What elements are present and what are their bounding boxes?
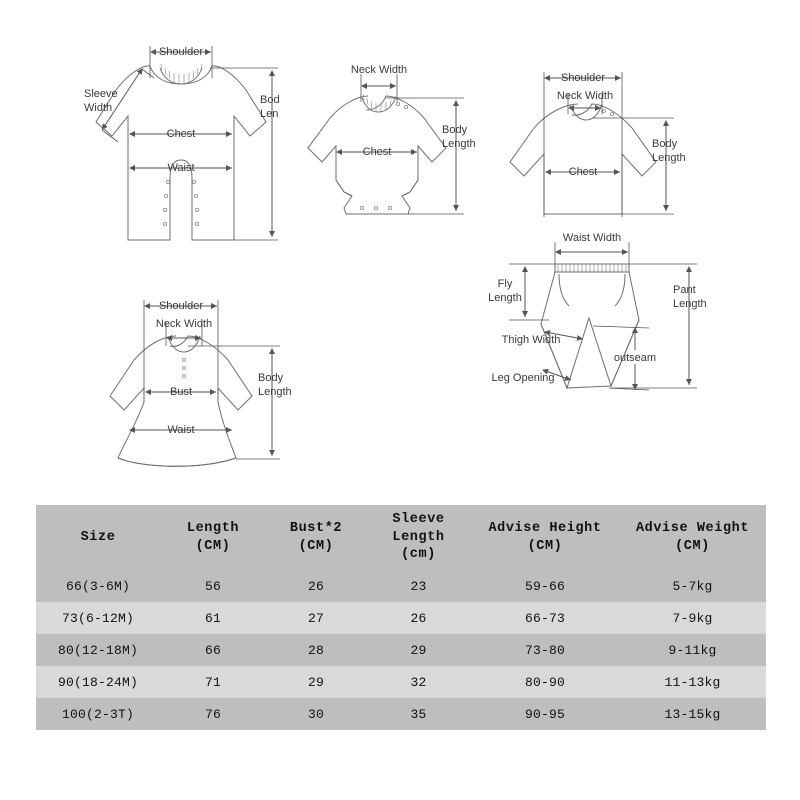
size-table-container — [36, 505, 766, 730]
pants-pant-length-label-line1: Pant — [673, 283, 696, 296]
romper-outline — [96, 64, 266, 240]
column-header-advise-weight — [619, 505, 766, 570]
column-header-bust — [266, 505, 366, 570]
romper-waist-label: Waist — [167, 161, 195, 174]
top-shoulder-label: Shoulder — [560, 71, 606, 84]
bodysuit-diagram — [300, 52, 505, 237]
header-line-1: Length — [186, 520, 240, 536]
cell-size: 100(2-3T) — [36, 698, 160, 730]
cell-size: 73(6-12M) — [36, 602, 160, 634]
cell-height: 80-90 — [471, 666, 619, 698]
top-diagram — [508, 52, 723, 242]
pants-outline — [541, 264, 639, 388]
pants-thigh-width-label: Thigh Width — [501, 333, 561, 346]
header-line-1: Advise Weight — [635, 520, 750, 536]
dress-bust-label: Bust — [169, 385, 193, 398]
cell-height: 66-73 — [471, 602, 619, 634]
header-line-3: (cm) — [401, 547, 436, 563]
pants-pant-length-label-line2: Length — [673, 297, 707, 310]
bodysuit-chest-label: Chest — [362, 145, 392, 158]
dress-body-length-label-line1: Body — [258, 371, 284, 384]
cell-height: 90-95 — [471, 698, 619, 730]
cell-length: 56 — [160, 570, 266, 602]
dress-shoulder-label: Shoulder — [158, 299, 204, 312]
cell-length: 61 — [160, 602, 266, 634]
table-row — [36, 634, 766, 666]
dress-neck-width-label: Neck Width — [155, 317, 213, 330]
table-header-row — [36, 505, 766, 570]
header-line-2: Length — [392, 529, 445, 545]
header-line-1: Sleeve — [392, 511, 445, 527]
table-row — [36, 698, 766, 730]
size-table-body — [36, 570, 766, 730]
cell-length: 71 — [160, 666, 266, 698]
column-header-size — [36, 505, 160, 570]
romper-diagram — [78, 38, 293, 270]
cell-weight: 5-7kg — [619, 570, 766, 602]
top-body-length-label-line1: Body — [652, 137, 678, 150]
pants-waist-width-dimension — [555, 232, 629, 268]
cell-weight: 13-15kg — [619, 698, 766, 730]
pants-fly-length-label-line1: Fly — [497, 277, 513, 290]
top-neck-width-label: Neck Width — [556, 89, 614, 102]
cell-size: 66(3-6M) — [36, 570, 160, 602]
cell-sleeve: 26 — [366, 602, 471, 634]
cell-sleeve: 35 — [366, 698, 471, 730]
cell-sleeve: 23 — [366, 570, 471, 602]
cell-height: 59-66 — [471, 570, 619, 602]
cell-weight: 7-9kg — [619, 602, 766, 634]
table-row — [36, 570, 766, 602]
cell-sleeve: 29 — [366, 634, 471, 666]
top-chest-label: Chest — [568, 165, 598, 178]
header-line-2: (CM) — [527, 538, 563, 554]
romper-shoulder-dimension — [150, 46, 212, 78]
bodysuit-body-length-label-line1: Body — [442, 123, 468, 136]
cell-bust: 30 — [266, 698, 366, 730]
pants-fly-length-label-line2: Length — [488, 291, 522, 304]
size-table — [36, 505, 766, 730]
cell-weight: 9-11kg — [619, 634, 766, 666]
size-table-head — [36, 505, 766, 570]
romper-body-length-label-line2: Len — [260, 107, 279, 120]
column-header-length — [160, 505, 266, 570]
header-line-2: (CM) — [675, 538, 710, 554]
column-header-sleeve-length — [366, 505, 471, 570]
cell-length: 66 — [160, 634, 266, 666]
cell-weight: 11-13kg — [619, 666, 766, 698]
romper-shoulder-label: Shoulder — [158, 45, 204, 58]
pants-outseam-label: outseam — [613, 351, 657, 364]
romper-sleeve-width-label-line1: Sleeve — [84, 87, 118, 100]
header-line-1: Bust*2 — [289, 520, 343, 536]
top-outline — [510, 104, 656, 214]
cell-length: 76 — [160, 698, 266, 730]
romper-body-length-label-line1: Bod — [260, 93, 280, 106]
header-line-2: (CM) — [298, 538, 334, 554]
bodysuit-body-length-label-line2: Length — [442, 137, 476, 150]
cell-bust: 29 — [266, 666, 366, 698]
bodysuit-neck-width-dimension — [351, 64, 407, 102]
header-line-1: Size — [80, 529, 116, 545]
pants-leg-opening-label: Leg Opening — [491, 371, 555, 384]
pants-waist-width-label: Waist Width — [562, 231, 622, 244]
dress-waist-label: Waist — [167, 423, 195, 436]
cell-height: 73-80 — [471, 634, 619, 666]
table-row — [36, 602, 766, 634]
romper-chest-label: Chest — [166, 127, 196, 140]
cell-bust: 26 — [266, 570, 366, 602]
romper-sleeve-width-label-line2: Width — [84, 101, 113, 114]
pants-leg-opening-dimension — [492, 370, 572, 384]
table-row — [36, 666, 766, 698]
cell-bust: 28 — [266, 634, 366, 666]
bodysuit-neck-width-label: Neck Width — [350, 63, 408, 76]
dress-outline — [110, 336, 252, 466]
cell-size: 90(18-24M) — [36, 666, 160, 698]
pants-diagram — [483, 228, 718, 413]
header-line-1: Advise Height — [488, 520, 602, 536]
cell-bust: 27 — [266, 602, 366, 634]
cell-sleeve: 32 — [366, 666, 471, 698]
column-header-advise-height — [471, 505, 619, 570]
top-body-length-label-line2: Length — [652, 151, 686, 164]
dress-body-length-label-line2: Length — [258, 385, 292, 398]
cell-size: 80(12-18M) — [36, 634, 160, 666]
dress-diagram — [108, 282, 313, 472]
header-line-2: (CM) — [195, 538, 231, 554]
